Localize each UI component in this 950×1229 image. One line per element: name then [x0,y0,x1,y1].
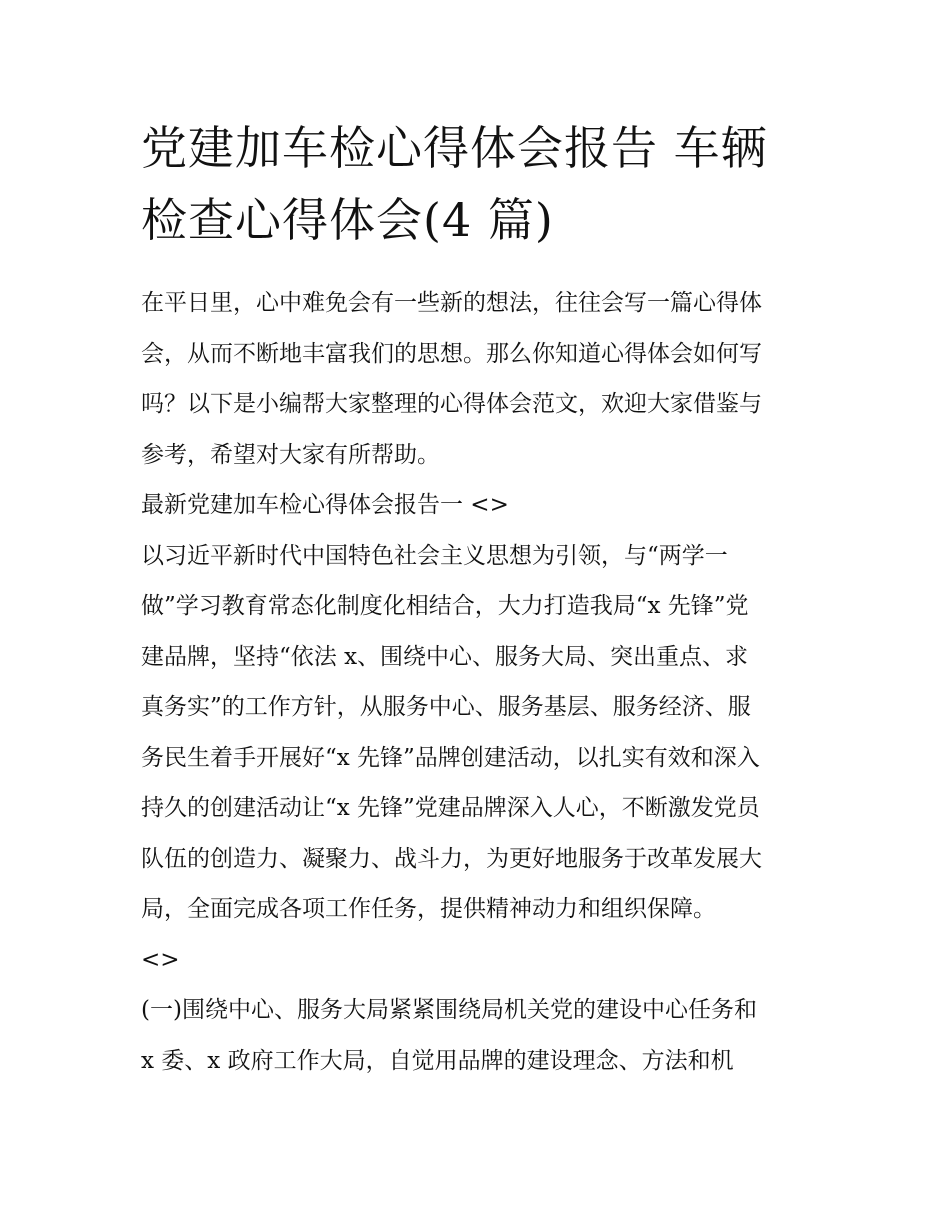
document-content [141,112,813,1086]
text-line: 建品牌，坚持“依法 x、围绕中心、服务大局、突出重点、求 [141,643,749,670]
text-line: x 委、x 政府工作大局，自觉用品牌的建设理念、方法和机 [141,1047,734,1074]
document-title [141,112,813,256]
text-line: 持久的创建活动让“x 先锋”党建品牌深入人心，不断激发党员 [141,795,760,821]
text-line: 真务实”的工作方针，从服务中心、服务基层、服务经济、服 [141,694,751,720]
text-line: <> [141,946,180,973]
text-line: 最新党建加车检心得体会报告一 <> [141,492,509,518]
separator-marker [141,935,813,986]
text-line: (一)围绕中心、服务大局紧紧围绕局机关党的建设中心任务和 [141,997,757,1023]
text-line: 会，从而不断地丰富我们的思想。那么你知道心得体会如何写 [141,340,762,367]
text-line: 在平日里，心中难免会有一些新的想法，往往会写一篇心得体 [141,290,762,316]
section-heading [141,480,813,531]
text-line: 参考，希望对大家有所帮助。 [141,441,440,468]
intro-paragraph [141,278,813,480]
text-line: 做”学习教育常态化制度化相结合，大力打造我局“x 先锋”党 [141,593,749,619]
text-line: 吗？以下是小编帮大家整理的心得体会范文，欢迎大家借鉴与 [141,391,762,417]
body-paragraph [141,531,813,935]
point-paragraph [141,985,813,1086]
title-line: 党建加车检心得体会报告 车辆 [141,121,768,175]
text-line: 队伍的创造力、凝聚力、战斗力，为更好地服务于改革发展大 [141,845,762,872]
text-line: 以习近平新时代中国特色社会主义思想为引领，与“两学一 [141,542,728,569]
text-line: 务民生着手开展好“x 先锋”品牌创建活动，以扎实有效和深入 [141,744,760,771]
text-line: 局，全面完成各项工作任务，提供精神动力和组织保障。 [141,896,716,922]
title-line: 检查心得体会(4 篇) [141,193,554,247]
